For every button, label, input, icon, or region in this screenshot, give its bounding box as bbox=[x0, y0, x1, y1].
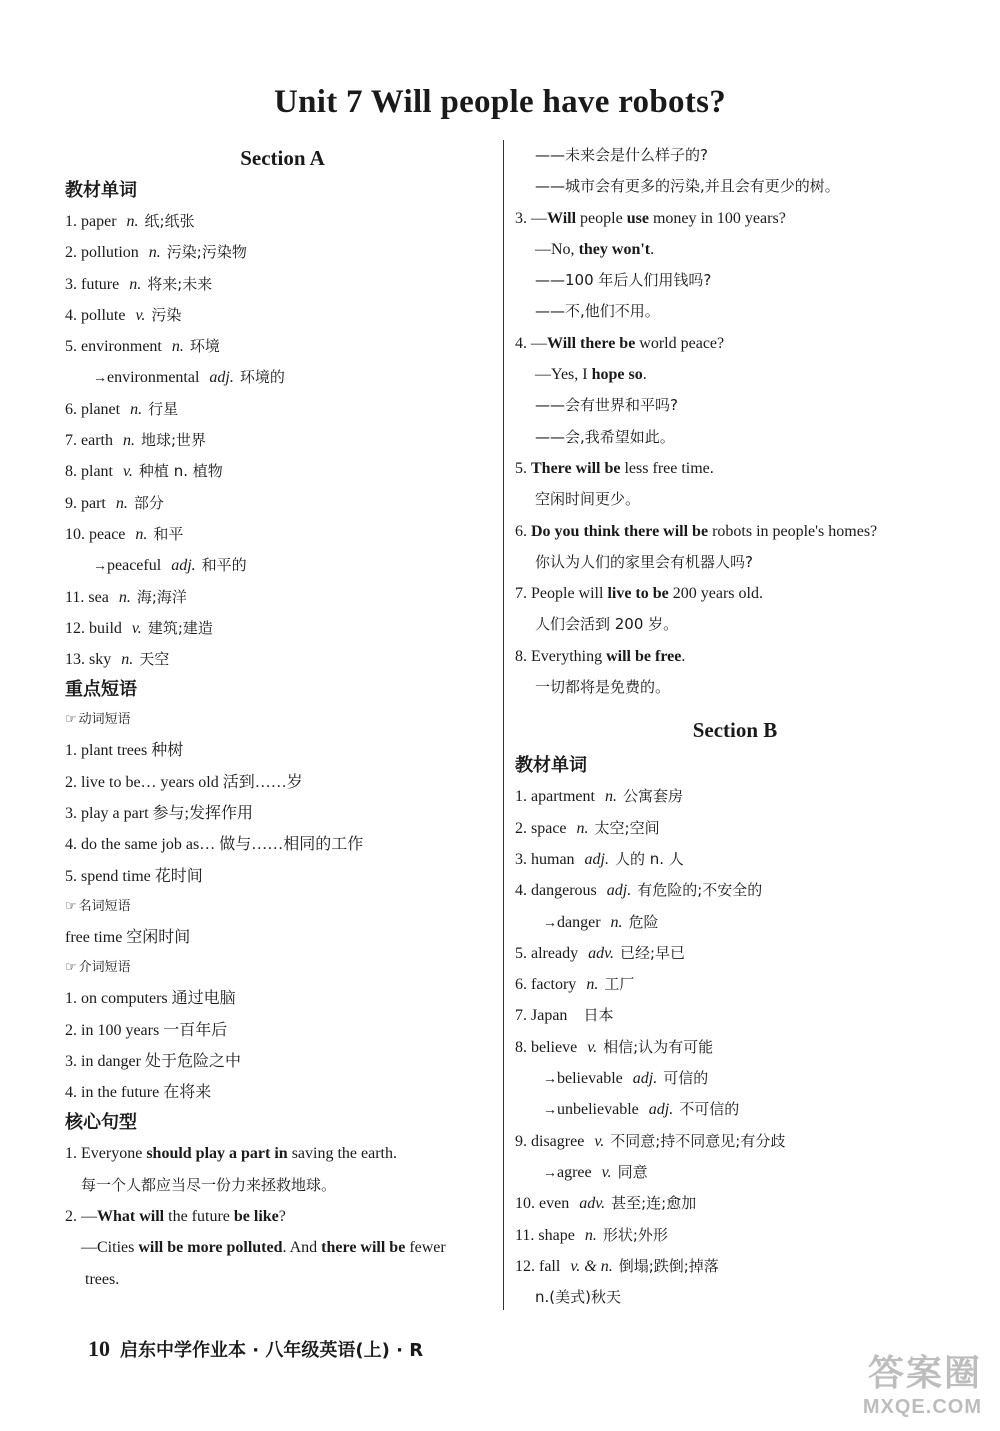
vocab-item: 13. sky n. 天空 bbox=[65, 650, 170, 669]
watermark-logo: 答案圈 MXQE.COM bbox=[862, 1353, 982, 1418]
sentence-3-translation-q: ——100 年后人们用钱吗? bbox=[535, 271, 712, 290]
vocab-item: 10. peace n. 和平 bbox=[65, 524, 184, 543]
vocab-item: 3. future n. 将来;未来 bbox=[65, 274, 213, 293]
vocab-item: 4. dangerous adj. 有危险的;不安全的 bbox=[515, 881, 763, 900]
vocab-item: 7. Japan 日本 bbox=[515, 1006, 614, 1025]
prep-phrase-item: 2. in 100 years 一百年后 bbox=[65, 1021, 228, 1039]
vocab-heading: 教材单词 bbox=[65, 180, 137, 201]
prep-phrase-item: 3. in danger 处于危险之中 bbox=[65, 1052, 241, 1070]
vocab-derived-item: →danger n. 危险 bbox=[543, 912, 659, 931]
vocab-item: 3. human adj. 人的 n. 人 bbox=[515, 849, 684, 868]
vocab-item: 6. factory n. 工厂 bbox=[515, 975, 635, 994]
verb-phrase-item: 3. play a part 参与;发挥作用 bbox=[65, 805, 253, 823]
sentence-2-reply: —Cities will be more polluted. And there will be fewer bbox=[81, 1239, 446, 1257]
sentence-4-reply: —Yes, I hope so. bbox=[535, 366, 647, 384]
verb-phrase-item: 1. plant trees 种树 bbox=[65, 742, 184, 760]
vocab-item: 5. environment n. 环境 bbox=[65, 337, 220, 356]
sentences-heading: 核心句型 bbox=[65, 1112, 137, 1134]
sentence-3: 3. —Will people use money in 100 years? bbox=[515, 209, 786, 227]
sentence-3-reply: —No, they won't. bbox=[535, 240, 655, 258]
vocab-derived-item: →environmental adj. 环境的 bbox=[93, 368, 285, 387]
vocab-item: 9. part n. 部分 bbox=[65, 493, 164, 512]
verb-phrase-item: 5. spend time 花时间 bbox=[65, 867, 203, 885]
vocab-item: 7. earth n. 地球;世界 bbox=[65, 431, 207, 450]
sentence-7: 7. People will live to be 200 years old. bbox=[515, 585, 763, 603]
vocab-item: 9. disagree v. 不同意;持不同意见;有分歧 bbox=[515, 1131, 786, 1150]
sentence-2-translation-q: ——未来会是什么样子的? bbox=[535, 146, 708, 164]
vocab-item: 4. pollute v. 污染 bbox=[65, 305, 182, 324]
sentence-4: 4. —Will there be world peace? bbox=[515, 334, 725, 352]
sentence-6: 6. Do you think there will be robots in people's homes? bbox=[515, 522, 878, 540]
vocab-derived-item: →peaceful adj. 和平的 bbox=[93, 556, 247, 575]
noun-phrase-item: free time 空闲时间 bbox=[65, 928, 191, 946]
vocab-item: 1. apartment n. 公寓套房 bbox=[515, 787, 683, 806]
noun-phrase-list bbox=[65, 922, 500, 953]
section-a-title: Section A bbox=[240, 146, 325, 170]
vocab-item: 1. paper n. 纸;纸张 bbox=[65, 212, 195, 230]
pointing-hand-icon: ☞ bbox=[65, 898, 77, 914]
vocab-derived-item: →unbelievable adj. 不可信的 bbox=[543, 1100, 740, 1119]
prep-phrases-label: ☞ 介词短语 bbox=[65, 960, 131, 976]
sentence-4-translation-q: ——会有世界和平吗? bbox=[535, 396, 678, 415]
right-column bbox=[515, 140, 955, 1313]
vocab-item: 11. shape n. 形状;外形 bbox=[515, 1225, 668, 1244]
sentence-8-translation: 一切都将是免费的。 bbox=[535, 678, 671, 697]
page-title: Unit 7 Will people have robots? bbox=[273, 84, 727, 120]
sentence-1: 1. Everyone should play a part in saving the earth. bbox=[65, 1145, 397, 1163]
sentence-7-translation: 人们会活到 200 岁。 bbox=[535, 615, 679, 634]
vocab-derived-item: →agree v. 同意 bbox=[543, 1162, 648, 1181]
vocab-item: 10. even adv. 甚至;连;愈加 bbox=[515, 1194, 697, 1213]
vocab-list bbox=[65, 206, 500, 675]
vocab-item: 12. build v. 建筑;建造 bbox=[65, 618, 213, 637]
phrases-heading: 重点短语 bbox=[65, 679, 137, 701]
sentence-3-translation-a: ——不,他们不用。 bbox=[535, 302, 660, 321]
section-b-title: Section B bbox=[692, 718, 778, 743]
left-column bbox=[65, 140, 500, 1295]
vocab-item: 5. already adv. 已经;早已 bbox=[515, 943, 686, 962]
verb-phrase-item: 2. live to be… years old 活到……岁 bbox=[65, 773, 303, 791]
verb-phrases-label: ☞ 动词短语 bbox=[65, 712, 131, 728]
vocab-item: 8. believe v. 相信;认为有可能 bbox=[515, 1037, 714, 1056]
vocab-fall-extra: n.(美式)秋天 bbox=[535, 1288, 621, 1307]
vocab-item: 8. plant v. 种植 n. 植物 bbox=[65, 462, 223, 481]
pointing-hand-icon: ☞ bbox=[65, 960, 77, 976]
prep-phrase-list bbox=[65, 983, 500, 1108]
sentence-4-translation-a: ——会,我希望如此。 bbox=[535, 427, 675, 446]
verb-phrase-list bbox=[65, 735, 500, 891]
vocab-derived-item: →believable adj. 可信的 bbox=[543, 1069, 709, 1088]
verb-phrase-item: 4. do the same job as… 做与……相同的工作 bbox=[65, 836, 364, 854]
vocab-list-b bbox=[515, 781, 955, 1282]
sentence-5-translation: 空闲时间更少。 bbox=[535, 490, 641, 509]
vocab-item: 12. fall v. & n. 倒塌;跌倒;掉落 bbox=[515, 1256, 719, 1275]
pointing-hand-icon: ☞ bbox=[65, 712, 77, 728]
sentence-2: 2. —What will the future be like? bbox=[65, 1208, 286, 1226]
sentence-2-reply-cont: trees. bbox=[85, 1270, 120, 1288]
sentence-5: 5. There will be less free time. bbox=[515, 459, 714, 477]
noun-phrases-label: ☞ 名词短语 bbox=[65, 898, 131, 914]
sentence-2-translation-a: ——城市会有更多的污染,并且会有更少的树。 bbox=[535, 177, 840, 196]
vocab-item: 11. sea n. 海;海洋 bbox=[65, 587, 187, 606]
sentence-1-translation: 每一个人都应当尽一份力来拯救地球。 bbox=[81, 1175, 337, 1194]
column-divider bbox=[503, 140, 504, 1310]
book-title: 启东中学作业本 · 八年级英语(上) · R bbox=[120, 1340, 424, 1361]
page-footer bbox=[88, 1336, 423, 1362]
sentence-6-translation: 你认为人们的家里会有机器人吗? bbox=[535, 552, 753, 571]
vocab-item: 6. planet n. 行星 bbox=[65, 399, 179, 418]
page-number: 10 bbox=[88, 1336, 110, 1361]
vocab-heading-b: 教材单词 bbox=[515, 755, 587, 777]
sentence-8: 8. Everything will be free. bbox=[515, 647, 686, 665]
prep-phrase-item: 1. on computers 通过电脑 bbox=[65, 990, 236, 1008]
prep-phrase-item: 4. in the future 在将来 bbox=[65, 1084, 212, 1102]
vocab-item: 2. pollution n. 污染;污染物 bbox=[65, 243, 247, 262]
vocab-item: 2. space n. 太空;空间 bbox=[515, 818, 660, 837]
